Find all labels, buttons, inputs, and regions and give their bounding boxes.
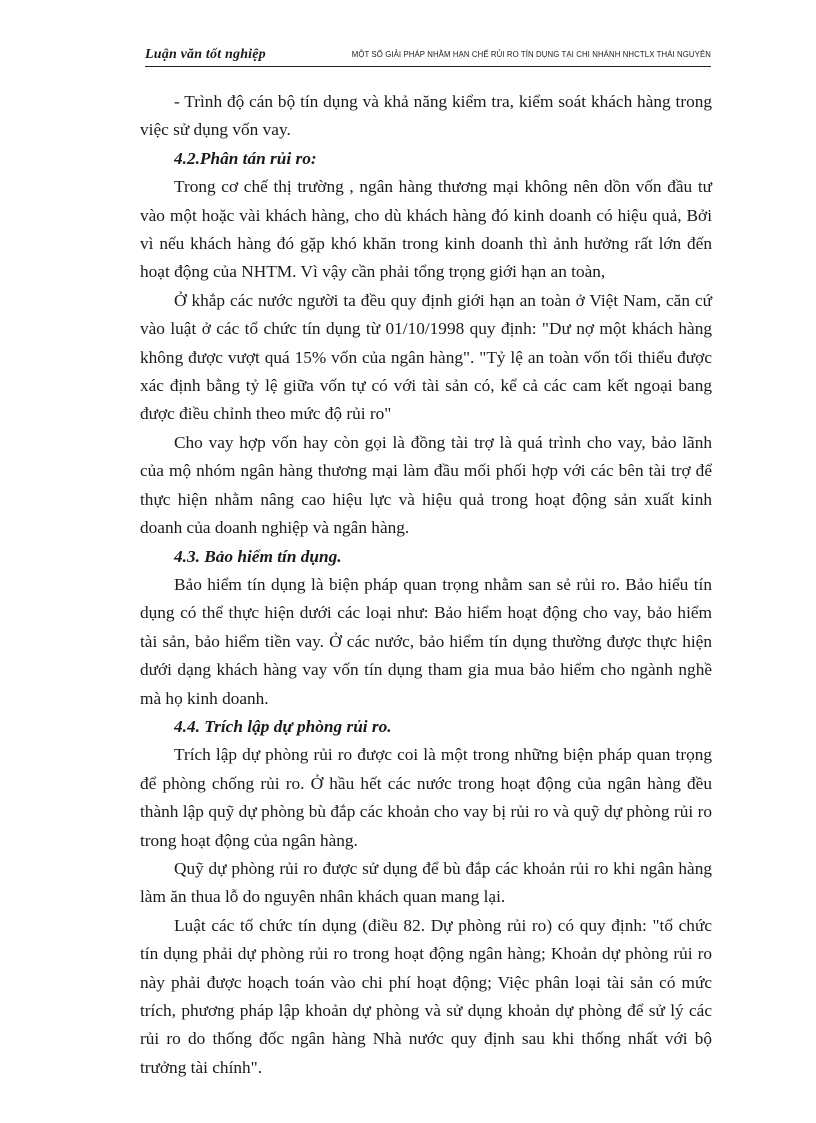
section-heading-4-3: 4.3. Bảo hiểm tín dụng.: [174, 546, 342, 566]
header-thesis-label: Luận văn tốt nghiệp: [145, 47, 266, 62]
paragraph: - Trình độ cán bộ tín dụng và khả năng kiểm tra, kiểm soát khách hàng trong việc sử dụng vốn vay.: [140, 92, 712, 140]
paragraph: Ở khắp các nước người ta đều quy định giới hạn an toàn ở Việt Nam, căn cứ vào luật ở các tổ chức tín dụng từ 01/10/1998 quy định: "Dư nợ một khách hàng không được vượt quá 15% vốn của ngân hàng". "Tỷ lệ an toàn vốn tối thiểu được xác định bằng tỷ lệ giữa vốn tự có với tài sản có, kể cả các cam kết ngoại bang được điều chỉnh theo mức độ rủi ro": [140, 290, 712, 424]
paragraph: Quỹ dự phòng rủi ro được sử dụng để bù đắp các khoản rủi ro khi ngân hàng làm ăn thua lỗ do nguyên nhân khách quan mang lại.: [140, 858, 712, 907]
section-heading-4-4: 4.4. Trích lập dự phòng rủi ro.: [174, 716, 392, 736]
paragraph: Trích lập dự phòng rủi ro được coi là một trong những biện pháp quan trọng để phòng chống rủi ro. Ở hầu hết các nước trong hoạt động của ngân hàng đều thành lập quỹ dự phòng bù đắp các khoản cho vay bị rủi ro và quỹ dự phòng rủi ro trong hoạt động của ngân hàng.: [140, 745, 712, 850]
header-thesis-title: MỘT SỐ GIẢI PHÁP NHẰM HẠN CHẾ RỦI RO TÍN DỤNG TẠI CHI NHÁNH NHCTLX THÁI NGUYÊN: [351, 50, 711, 59]
paragraph: Trong cơ chế thị trường , ngân hàng thương mại không nên dồn vốn đầu tư vào một hoặc vài khách hàng, cho dù khách hàng đó kinh doanh có hiệu quả, Bởi vì nếu khách hàng đó gặp khó khăn trong kinh doanh thì ảnh hưởng rất lớn đến hoạt động của NHTM. Vì vậy cần phải tổng trọng giới hạn an toàn,: [140, 177, 712, 282]
paragraph: Bảo hiểm tín dụng là biện pháp quan trọng nhằm san sẻ rủi ro. Bảo hiểu tín dụng có thể thực hiện dưới các loại như: Bảo hiểm hoạt động cho vay, bảo hiểm tài sản, bảo hiểm tiền vay. Ở các nước, bảo hiểm tín dụng thường được thực hiện dưới dạng khách hàng vay vốn tín dụng tham gia mua bảo hiểm cho ngành nghề mà họ kinh doanh.: [140, 574, 712, 708]
paragraph: Luật các tổ chức tín dụng (điều 82. Dự phòng rủi ro) có quy định: "tổ chức tín dụng phải dự phòng rủi ro trong hoạt động ngân hàng; Khoản dự phòng rủi ro này phải được hoạch toán vào chi phí hoạt động; Việc phân loại tài sản có mức trích, phương pháp lập khoản dự phòng và sử dụng khoản dự phòng để sử lý các rủi ro do thống đốc ngân hàng Nhà nước quy định sau khi thống nhất với bộ trưởng tài chính".: [140, 915, 712, 1077]
document-body: [140, 88, 712, 1082]
paragraph: Cho vay hợp vốn hay còn gọi là đồng tài trợ là quá trình cho vay, bảo lãnh của mộ nhóm ngân hàng thương mại làm đầu mối phối hợp với các bên tài trợ để thực hiện nhằm nâng cao hiệu lực và hiệu quả trong hoạt động sản xuất kinh doanh của doanh nghiệp và ngân hàng.: [140, 432, 712, 538]
page-header: [145, 46, 711, 67]
section-heading-4-2: 4.2.Phân tán rủi ro:: [174, 148, 317, 168]
